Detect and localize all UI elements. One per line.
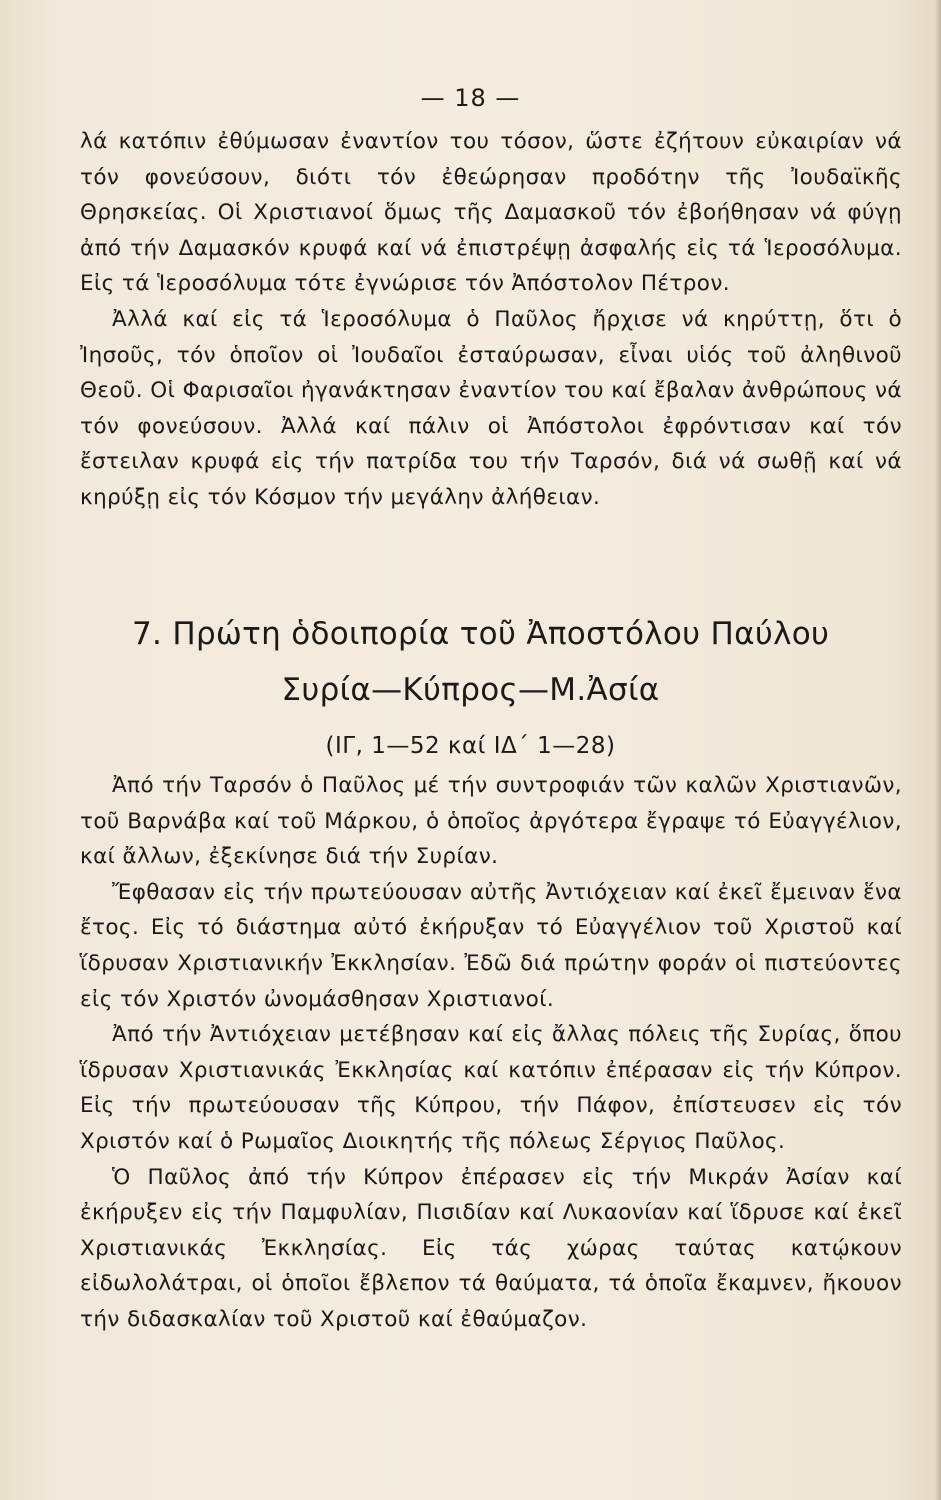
text-block-top <box>80 124 902 516</box>
paragraph: Ὁ Παῦλος ἀπό τήν Κύπρον ἐπέρασεν εἰς τήν Μικράν Ἀσίαν καί ἐκήρυξεν εἰς τήν Παμφυλίαν, Πισιδίαν καί Λυκαονίαν καί ἵδρυσε καί ἐκεῖ Χριστιανικάς Ἐκκλησίας. Εἰς τάς χώρας ταύτας κατῴκουν εἰδωλολάτραι, οἱ ὁποῖοι ἔβλεπον τά θαύματα, τά ὁποῖα ἔκαμνεν, ἤκουον τήν διδασκαλίαν τοῦ Χριστοῦ καί ἐθαύμαζον. <box>80 1164 902 1332</box>
paragraph: Ἀπό τήν Ἀντιόχειαν μετέβησαν καί εἰς ἄλλας πόλεις τῆς Συρίας, ὅπου ἵδρυσαν Χριστιανικάς Ἐκκλησίας καί κατόπιν ἐπέρασαν εἰς τήν Κύπρον. Εἰς τήν πρωτεύουσαν τῆς Κύπρου, τήν Πάφον, ἐπίστευσεν εἰς τόν Χριστόν καί ὁ Ρωμαῖος Διοικητής τῆς πόλεως Σέργιος Παῦλος. <box>80 1022 902 1154</box>
paragraph: Ἀλλά καί εἰς τά Ἱεροσόλυμα ὁ Παῦλος ἤρχισε νά κηρύττῃ, ὅτι ὁ Ἰησοῦς, τόν ὁποῖον οἱ Ἰουδαῖοι ἐσταύρωσαν, εἶναι υἱός τοῦ ἀληθινοῦ Θεοῦ. Οἱ Φαρισαῖοι ἠγανάκτησαν ἐναντίον του καί ἔβαλαν ἀνθρώπους νά τόν φονεύσουν. Ἀλλά καί πάλιν οἱ Ἀπόστολοι ἐφρόντισαν καί τόν ἔστειλαν κρυφά εἰς τήν πατρίδα του τήν Ταρσόν, διά νά σωθῇ καί νά κηρύξῃ εἰς τόν Κόσμον τήν μεγάλην ἀλήθειαν. <box>80 306 902 510</box>
section-title: 7. Πρώτη ὁδοιπορία τοῦ Ἀποστόλου Παύλου <box>132 616 830 652</box>
paragraph: Ἔφθασαν εἰς τήν πρωτεύουσαν αὐτῆς Ἀντιόχειαν καί ἐκεῖ ἔμειναν ἕνα ἔτος. Εἰς τό διάστημα αὐτό ἐκήρυξαν τό Εὐαγγέλιον τοῦ Χριστοῦ καί ἵδρυσαν Χριστιανικήν Ἐκκλησίαν. Ἐδῶ διά πρώτην φοράν οἱ πιστεύοντες εἰς τόν Χριστόν ὠνομάσθησαν Χριστιανοί. <box>80 879 902 1012</box>
text-block-bottom <box>80 768 902 1338</box>
paragraph: Ἀπό τήν Ταρσόν ὁ Παῦλος μέ τήν συντροφιάν τῶν καλῶν Χριστιανῶν, τοῦ Βαρνάβα καί τοῦ Μάρκου, ὁ ὁποῖος ἀργότερα ἔγραψε τό Εὐαγγέλιον, καί ἄλλων, ἐξεκίνησε διά τήν Συρίαν. <box>80 773 902 870</box>
paragraph: λά κατόπιν ἐθύμωσαν ἐναντίον του τόσον, ὥστε ἐζήτουν εὐκαιρίαν νά τόν φονεύσουν, διότι τόν ἐθεώρησαν προδότην τῆς Ἰουδαϊκῆς Θρησκείας. Οἱ Χριστιανοί ὅμως τῆς Δαμασκοῦ τόν ἐβοήθησαν νά φύγῃ ἀπό τήν Δαμασκόν κρυφά καί νά ἐπιστρέψῃ ἀσφαλής εἰς τά Ἱεροσόλυμα. Εἰς τά Ἱεροσόλυμα τότε ἐγνώρισε τόν Ἀπόστολον Πέτρον. <box>80 129 902 297</box>
section-reference: (ΙΓ, 1—52 καί ΙΔ΄ 1—28) <box>325 733 616 759</box>
page-edge-shadow <box>935 0 941 1500</box>
page-number: — 18 — <box>420 84 521 112</box>
section-subtitle: Συρία—Κύπρος—Μ.Ἀσία <box>281 672 660 708</box>
